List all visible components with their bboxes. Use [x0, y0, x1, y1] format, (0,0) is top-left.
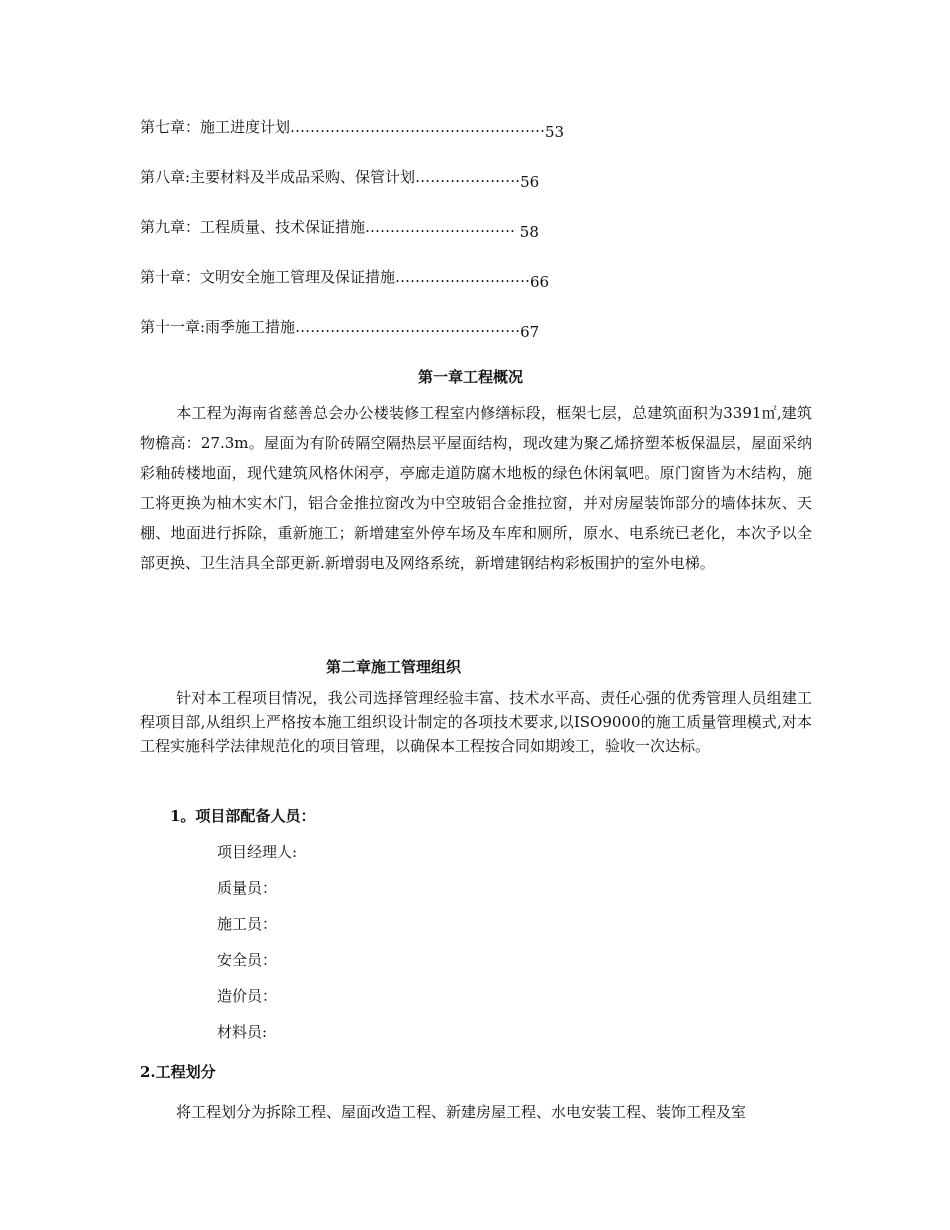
toc-entry-leader: ……………………………………… — [295, 318, 521, 336]
toc-entry-page: 66 — [530, 273, 550, 291]
toc-entry-page: 56 — [520, 173, 540, 191]
division-body: 将工程划分为拆除工程、屋面改造工程、新建房屋工程、水电安装工程、装饰工程及室 — [176, 1103, 747, 1121]
staff-role: 材料员: — [217, 1023, 268, 1041]
staff-role: 项目经理人: — [217, 843, 298, 861]
toc-entry-leader: ………………… — [415, 168, 521, 186]
toc-entry-title: 第十一章:雨季施工措施 — [140, 318, 296, 336]
toc-entry-leader: ………………………… — [365, 218, 520, 236]
staff-section-heading: 1。项目部配备人员： — [170, 807, 316, 825]
toc-entry[interactable] — [140, 116, 565, 141]
division-paragraph — [140, 1100, 812, 1124]
chapter-1-paragraph — [140, 398, 812, 578]
toc-entry-title: 第九章：工程质量、技术保证措施 — [140, 218, 366, 236]
toc-entry-page: 67 — [520, 323, 540, 341]
toc-entry-leader: …………………………………………… — [290, 118, 546, 136]
chapter-2-heading: 第二章施工管理组织 — [326, 658, 462, 676]
toc-entry[interactable] — [140, 216, 539, 241]
toc-entry-title: 第七章：施工进度计划 — [140, 118, 291, 136]
staff-role: 施工员： — [217, 915, 278, 933]
division-section-heading: 2.工程划分 — [140, 1063, 216, 1081]
toc-entry[interactable] — [140, 316, 540, 341]
toc-entry-title: 第八章:主要材料及半成品采购、保管计划 — [140, 168, 416, 186]
staff-role: 质量员： — [217, 879, 278, 897]
staff-role: 造价员： — [217, 987, 278, 1005]
chapter-1-heading: 第一章工程概况 — [418, 368, 524, 386]
toc-entry-leader: ……………………… — [395, 268, 531, 286]
toc-entry[interactable] — [140, 166, 540, 191]
staff-list — [217, 840, 297, 1056]
toc-entry-title: 第十章：文明安全施工管理及保证措施 — [140, 268, 396, 286]
toc-entry-page: 58 — [519, 223, 539, 241]
chapter-2-paragraph — [140, 686, 812, 758]
toc-entry[interactable] — [140, 266, 550, 291]
chapter-2-body: 针对本工程项目情况，我公司选择管理经验丰富、技术水平高、责任心强的优秀管理人员组建工程项目部,从组织上严格按本施工组织设计制定的各项技术要求,以ISO9000的施工质量管理模式,对本工程实施科学法律规范化的项目管理，以确保本工程按合同如期竣工，验收一次达标。 — [140, 689, 812, 755]
toc-entry-page: 53 — [545, 123, 565, 141]
staff-role: 安全员： — [217, 951, 278, 969]
chapter-1-body: 本工程为海南省慈善总会办公楼装修工程室内修缮标段，框架七层，总建筑面积为3391㎡,建筑物檐高：27.3m。屋面为有阶砖隔空隔热层平屋面结构，现改建为聚乙烯挤塑苯板保温层，屋面采纳彩釉砖楼地面，现代建筑风格休闲亭，亭廊走道防腐木地板的绿色休闲氧吧。原门窗皆为木结构，施工将更换为柚木实木门，铝合金推拉窗改为中空玻铝合金推拉窗，并对房屋装饰部分的墙体抹灰、天棚、地面进行拆除，重新施工；新增建室外停车场及车库和厕所，原水、电系统已老化，本次予以全部更换、卫生洁具全部更新.新增弱电及网络系统，新增建钢结构彩板围护的室外电梯。 — [140, 404, 812, 572]
